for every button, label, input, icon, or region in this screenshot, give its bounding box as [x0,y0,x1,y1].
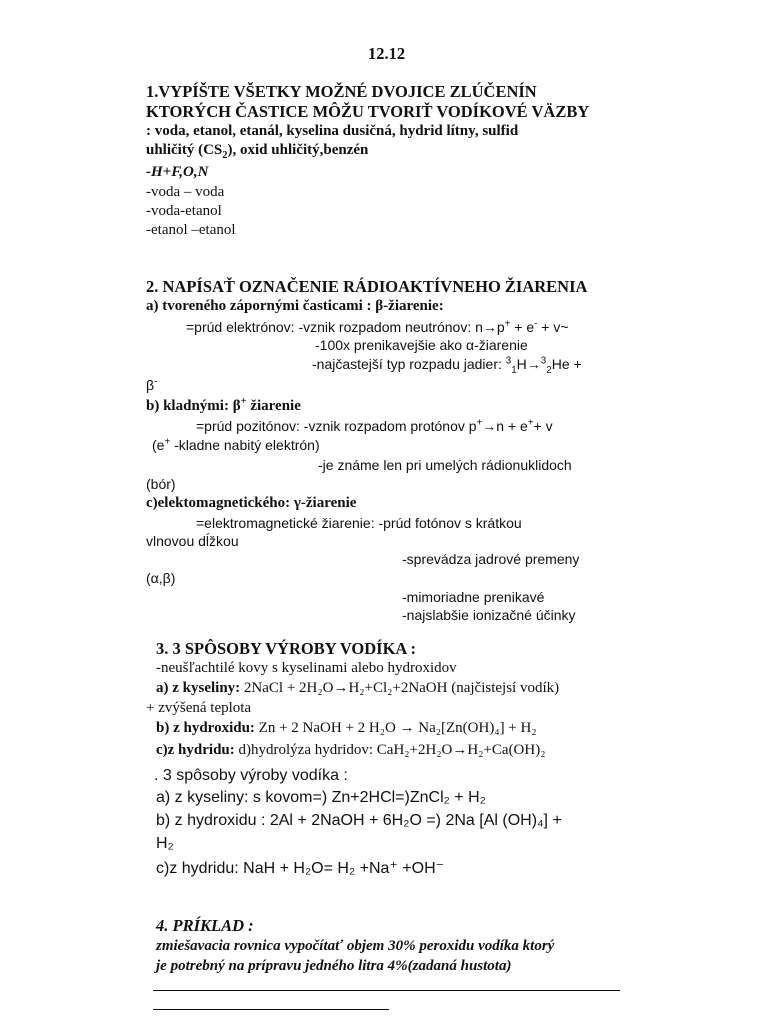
q2-b-heading: b) kladnými: β+ žiarenie [146,396,301,414]
q3-alt-b: b) z hydroxidu : 2Al + 2NaOH + 6H₂O =) 2Na [Al (OH)₄] + [156,812,562,829]
q4-heading: 4. PRÍKLAD : [156,916,254,935]
q2-b-line3: -je známe len pri umelých rádionuklidoch [318,457,572,473]
q1-elements: -H+F,O,N [146,164,209,180]
q2-a-line1: =prúd elektrónov: -vznik rozpadom neutrónov: n→p+ + e- + v~ [186,318,569,335]
q2-b-line4: (bór) [146,476,176,492]
q1-compound-list-line2: uhličitý $(CS_2)$, oxid uhličitý,benzén [146,142,369,161]
q2-c-heading: c)elektomagnetického: γ-žiarenie [146,495,357,511]
q3-alt-b-continued: H₂ [156,835,174,852]
answer-line-1 [153,990,620,991]
q3-c-line: c)z hydridu: d)hydrolýza hydridov: CaH₂+2H₂O→H₂+Ca(OH)₂ [156,742,546,758]
q3-b-line: b) z hydroxidu: Zn + 2 NaOH + 2 H₂O → Na₂[Zn(OH)₄] + H₂ [156,720,537,736]
q2-c-line5: -mimoriadne prenikavé [402,589,545,605]
q2-a-line3: -najčastejší typ rozpadu jadier: $^3_1$H→$^3_2$He + [312,355,582,376]
q2-c-line4: (α,β) [146,570,176,586]
date-heading: 12.12 [368,44,406,63]
q1-heading-line1: 1.VYPÍŠTE VŠETKY MOŽNÉ DVOJICE ZLÚČENÍN [146,82,537,101]
q2-b-line1: =prúd pozitónov: -vznik rozpadom protónov p+→n + e++ v [196,417,553,434]
q4-line2: je potrebný na prípravu jedného litra 4%(zadaná hustota) [156,958,512,974]
q2-heading: 2. NAPÍSAŤ OZNAČENIE RÁDIOAKTÍVNEHO ŽIARENIA [146,277,588,296]
q1-heading-line2: KTORÝCH ČASTICE MÔŽU TVORIŤ VODÍKOVÉ VÄZBY [146,102,590,121]
q3-alt-a: a) z kyseliny: s kovom=) Zn+2HCl=)ZnCl₂ + H₂ [156,789,486,806]
q2-c-line2: vlnovou dĺžkou [146,533,239,549]
q3-alt-heading: . 3 spôsoby výroby vodíka : [154,767,348,784]
q2-c-line1: =elektromagnetické žiarenie: -prúd fotónov s krátkou [196,515,522,531]
q1-pair-3: -etanol –etanol [146,222,236,238]
q3-a-continued: + zvýšená teplota [146,700,252,716]
q3-heading: 3. 3 SPÔSOBY VÝROBY VODÍKA : [156,639,417,658]
q1-pair-1: -voda – voda [146,184,225,200]
q2-c-line3: -sprevádza jadrové premeny [402,551,580,567]
q3-alt-c: c)z hydridu: NaH + H₂O= H₂ +Na⁺ +OH⁻ [156,860,445,877]
q2-b-line2: (e+ -kladne nabitý elektrón) [152,436,320,453]
q1-pair-2: -voda-etanol [146,203,222,219]
q3-intro: -neušľachtilé kovy s kyselinami alebo hydroxidov [156,660,457,676]
q1-compound-list-line1: : voda, etanol, etanál, kyselina dusičná, hydrid lítny, sulfid [146,123,519,139]
q3-a-line: a) z kyseliny: 2NaCl + 2H₂O→H₂+Cl₂+2NaOH (najčistejsí vodík) [156,680,560,696]
q4-line1: zmiešavacia rovnica vypočítať objem 30% peroxidu vodíka ktorý [156,938,555,954]
q2-a-heading: a) tvoreného zápornými časticami : β-žiarenie: [146,298,444,314]
q2-c-line6: -najslabšie ionizačné účinky [402,607,576,623]
answer-line-2 [153,1009,389,1010]
q2-a-line2: -100x prenikavejšie ako α-žiarenie [315,337,528,353]
q2-a-line4: β- [146,376,158,393]
